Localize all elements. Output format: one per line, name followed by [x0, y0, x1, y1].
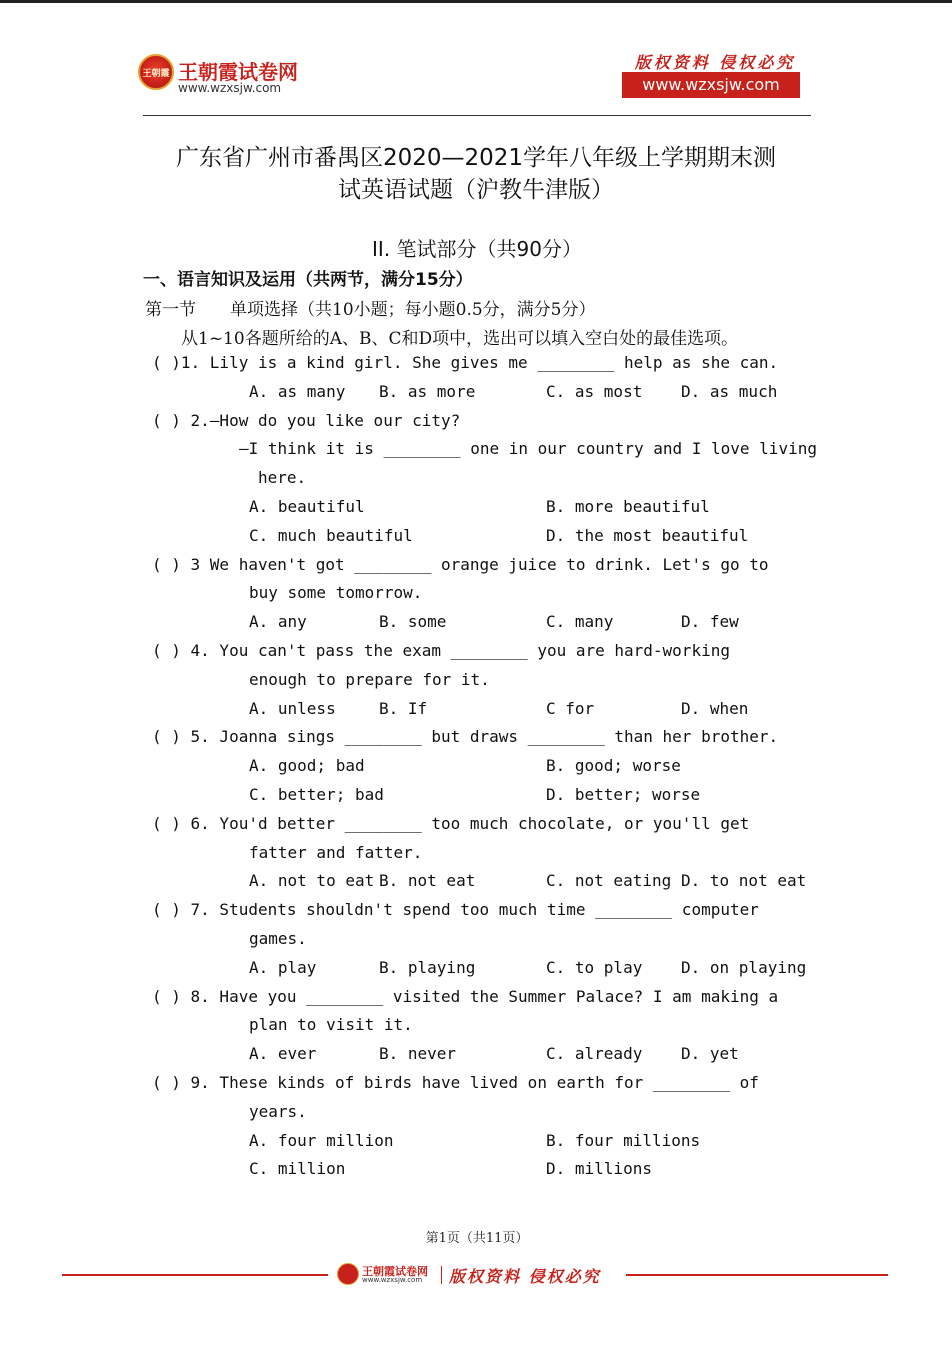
question-stem: ( ) 5. Joanna sings ________ but draws ________ than her brother. [152, 727, 779, 747]
title-line-2: 试英语试题（沪教牛津版） [338, 177, 614, 203]
answer-option[interactable]: B. four millions [546, 1130, 701, 1150]
document-title [110, 142, 842, 206]
question-stem: ( ) 8. Have you ________ visited the Summer Palace? I am making a [152, 986, 779, 1006]
question-stem-continued: enough to prepare for it. [249, 669, 490, 689]
answer-option[interactable]: A. not to eat [249, 871, 375, 891]
footer-logo-url: www.wzxsjw.com [362, 1276, 423, 1284]
answer-option[interactable]: A. play [249, 957, 317, 977]
answer-option[interactable]: A. beautiful [249, 497, 365, 516]
answer-option[interactable]: A. four million [249, 1130, 394, 1150]
footer-logo-name: 王朝霞试卷网 [362, 1265, 428, 1278]
answer-option[interactable]: B. If [379, 698, 428, 718]
copyright-slogan: 版权资料 侵权必究 [634, 53, 796, 72]
section-title: 一、语言知识及运用（共两节，满分15分） [143, 270, 473, 290]
answer-option[interactable]: C. million [249, 1159, 346, 1179]
question-stem: ( ) 2.—How do you like our city? [152, 410, 461, 430]
answer-option[interactable]: D. to not eat [681, 871, 807, 891]
answer-option[interactable]: A. any [249, 612, 307, 632]
question-stem-continued: fatter and fatter. [249, 842, 423, 862]
logo-name: 王朝霞试卷网 [178, 60, 298, 84]
page-number: 第1页（共11页） [425, 1231, 529, 1246]
answer-option[interactable]: D. few [681, 612, 739, 632]
question-stem-continued: plan to visit it. [249, 1015, 413, 1035]
answer-option[interactable]: A. ever [249, 1044, 317, 1064]
part-title: II. 笔试部分（共90分） [372, 237, 582, 261]
question-stem: ( ) 6. You'd better ________ too much chocolate, or you'll get [152, 813, 750, 833]
question-stem-continued: games. [249, 929, 307, 948]
answer-option[interactable]: C for [546, 698, 595, 718]
answer-option[interactable]: C. as most [546, 381, 643, 401]
question-stem-continued: here. [258, 468, 307, 488]
answer-option[interactable]: C. many [546, 612, 614, 632]
answer-option[interactable]: D. when [681, 698, 749, 718]
header-divider [143, 115, 811, 116]
footer-rule-left [62, 1274, 328, 1276]
answer-option[interactable]: D. the most beautiful [546, 525, 749, 545]
answer-option[interactable]: C. better; bad [249, 785, 384, 804]
answer-option[interactable]: D. better; worse [546, 785, 701, 804]
question-stem: ( ) 9. These kinds of birds have lived on earth for ________ of [152, 1073, 759, 1092]
question-stem: ( )1. Lily is a kind girl. She gives me ________ help as she can. [152, 353, 779, 372]
question-stem: ( ) 7. Students shouldn't spend too much time ________ computer [152, 900, 759, 920]
question-stem: ( ) 4. You can't pass the exam ________ you are hard-working [152, 641, 730, 660]
footer-separator [441, 1266, 442, 1284]
answer-option[interactable]: B. more beautiful [546, 497, 710, 516]
answer-option[interactable]: A. unless [249, 698, 336, 718]
logo-url: www.wzxsjw.com [178, 81, 282, 95]
answer-option[interactable]: A. good; bad [249, 756, 365, 776]
logo-seal-text: 王朝霞 [142, 68, 170, 79]
answer-option[interactable]: B. playing [379, 957, 476, 977]
subsection-title: 第一节 单项选择（共10小题；每小题0.5分，满分5分） [145, 300, 596, 320]
footer-slogan: 版权资料 侵权必究 [449, 1267, 601, 1286]
answer-option[interactable]: C. not eating [546, 871, 672, 891]
answer-option[interactable]: B. some [379, 612, 447, 632]
answer-option[interactable]: D. millions [546, 1159, 652, 1179]
answer-option[interactable]: D. yet [681, 1044, 739, 1064]
top-border [0, 0, 952, 3]
question-stem: ( ) 3 We haven't got ________ orange juice to drink. Let's go to [152, 554, 769, 574]
instructions: 从1~10各题所给的A、B、C和D项中，选出可以填入空白处的最佳选项。 [181, 329, 739, 349]
question-stem-continued: years. [249, 1101, 307, 1121]
answer-option[interactable]: B. good; worse [546, 756, 681, 776]
answer-option[interactable]: A. as many [249, 381, 346, 401]
answer-option[interactable]: D. as much [681, 381, 778, 401]
answer-option[interactable]: B. never [379, 1044, 457, 1064]
answer-option[interactable]: D. on playing [681, 957, 807, 977]
answer-option[interactable]: C. much beautiful [249, 525, 413, 545]
footer-seal-icon [337, 1263, 359, 1285]
question-stem-continued: —I think it is ________ one in our country and I love living [239, 439, 817, 459]
footer-rule-right [626, 1274, 888, 1276]
answer-option[interactable]: C. to play [546, 957, 643, 977]
site-url-badge[interactable]: www.wzxsjw.com [622, 72, 800, 98]
answer-option[interactable]: C. already [546, 1044, 643, 1064]
question-stem-continued: buy some tomorrow. [249, 583, 423, 603]
logo-seal-icon [138, 54, 174, 90]
title-line-1: 广东省广州市番禺区2020—2021学年八年级上学期期末测 [175, 145, 777, 171]
answer-option[interactable]: B. not eat [379, 871, 476, 891]
answer-option[interactable]: B. as more [379, 381, 476, 401]
